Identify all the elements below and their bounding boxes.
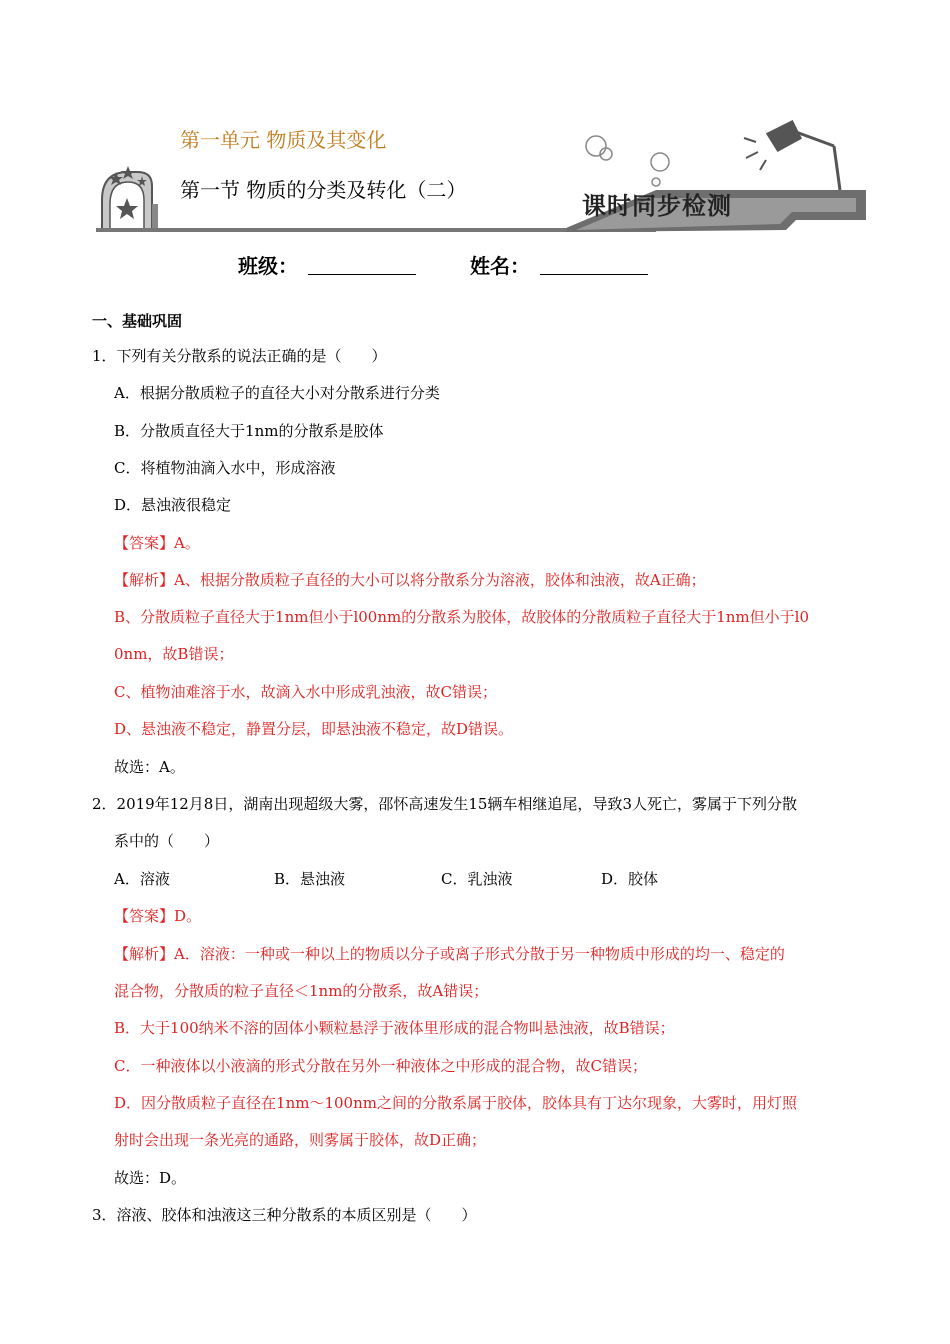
question-1-option-d: D．悬浊液很稳定 xyxy=(114,496,232,514)
section-heading: 一、基础巩固 xyxy=(92,312,183,330)
question-1-analysis-line: D、悬浊液不稳定，静置分层，即悬浊液不稳定，故D错误。 xyxy=(114,720,514,738)
question-1-analysis-line: 0nm，故B错误； xyxy=(114,645,234,663)
question-1-option-b: B．分散质直径大于1nm的分散系是胶体 xyxy=(114,422,384,440)
question-1-analysis-line: 【解析】A、根据分散质粒子直径的大小可以将分散系分为溶液，胶体和浊液，故A正确； xyxy=(114,571,706,589)
question-1-analysis-line: B、分散质粒子直径大于1nm但小于l00nm的分散系为胶体，故胶体的分散质粒子直径大于1nm但小于l0 xyxy=(114,608,809,626)
unit-title: 第一单元 物质及其变化 xyxy=(180,128,387,152)
question-2-stem: 2．2019年12月8日，湖南出现超级大雾，邵怀高速发生15辆车相继追尾，导致3人死亡，雾属于下列分散 xyxy=(92,795,797,813)
desk-lamp-icon xyxy=(744,122,840,190)
question-1-choice: 故选：A。 xyxy=(114,758,185,776)
question-1-option-c: C．将植物油滴入水中，形成溶液 xyxy=(114,459,336,477)
class-label: 班级： xyxy=(238,254,298,278)
class-blank[interactable] xyxy=(308,256,416,275)
question-2-analysis-line: 【解析】A．溶液：一种或一种以上的物质以分子或离子形式分散于另一种物质中形成的均一、稳定的 xyxy=(114,945,785,963)
question-2-analysis-line: D．因分散质粒子直径在1nm～100nm之间的分散系属于胶体，胶体具有丁达尔现象，大雾时，用灯照 xyxy=(114,1094,797,1112)
question-2-analysis-line: C．一种液体以小液滴的形式分散在另外一种液体之中形成的混合物，故C错误； xyxy=(114,1057,647,1075)
name-blank[interactable] xyxy=(540,256,648,275)
question-2-analysis-line: 混合物，分散质的粒子直径＜1nm的分散系，故A错误； xyxy=(114,982,489,1000)
question-2-choice: 故选：D。 xyxy=(114,1169,187,1187)
question-2-analysis-line: 射时会出现一条光亮的通路，则雾属于胶体，故D正确； xyxy=(114,1131,487,1149)
question-1-analysis-line: C、植物油难溶于水，故滴入水中形成乳浊液，故C错误； xyxy=(114,683,497,701)
question-2-option-d: D．胶体 xyxy=(601,870,659,888)
name-label: 姓名： xyxy=(470,254,530,278)
section-title: 第一节 物质的分类及转化（二） xyxy=(180,178,467,202)
question-1-stem: 1．下列有关分散系的说法正确的是（ ） xyxy=(92,347,387,365)
banner-title: 课时同步检测 xyxy=(582,191,732,220)
question-1-answer: 【答案】A。 xyxy=(114,534,200,552)
question-2-answer: 【答案】D。 xyxy=(114,907,202,925)
question-2-option-a: A．溶液 xyxy=(114,870,170,888)
question-3-stem: 3．溶液、胶体和浊液这三种分散系的本质区别是（ ） xyxy=(92,1206,477,1224)
question-1-option-a: A．根据分散质粒子的直径大小对分散系进行分类 xyxy=(114,384,440,402)
bubbles-icon xyxy=(586,136,669,186)
question-2-option-b: B．悬浊液 xyxy=(274,870,346,888)
question-2-stem-cont: 系中的（ ） xyxy=(114,832,220,850)
question-2-analysis-line: B．大于100纳米不溶的固体小颗粒悬浮于液体里形成的混合物叫悬浊液，故B错误； xyxy=(114,1019,675,1037)
name-field xyxy=(470,250,648,279)
question-2-option-c: C．乳浊液 xyxy=(441,870,513,888)
class-field xyxy=(238,250,416,279)
star-badge-icon xyxy=(102,166,158,230)
